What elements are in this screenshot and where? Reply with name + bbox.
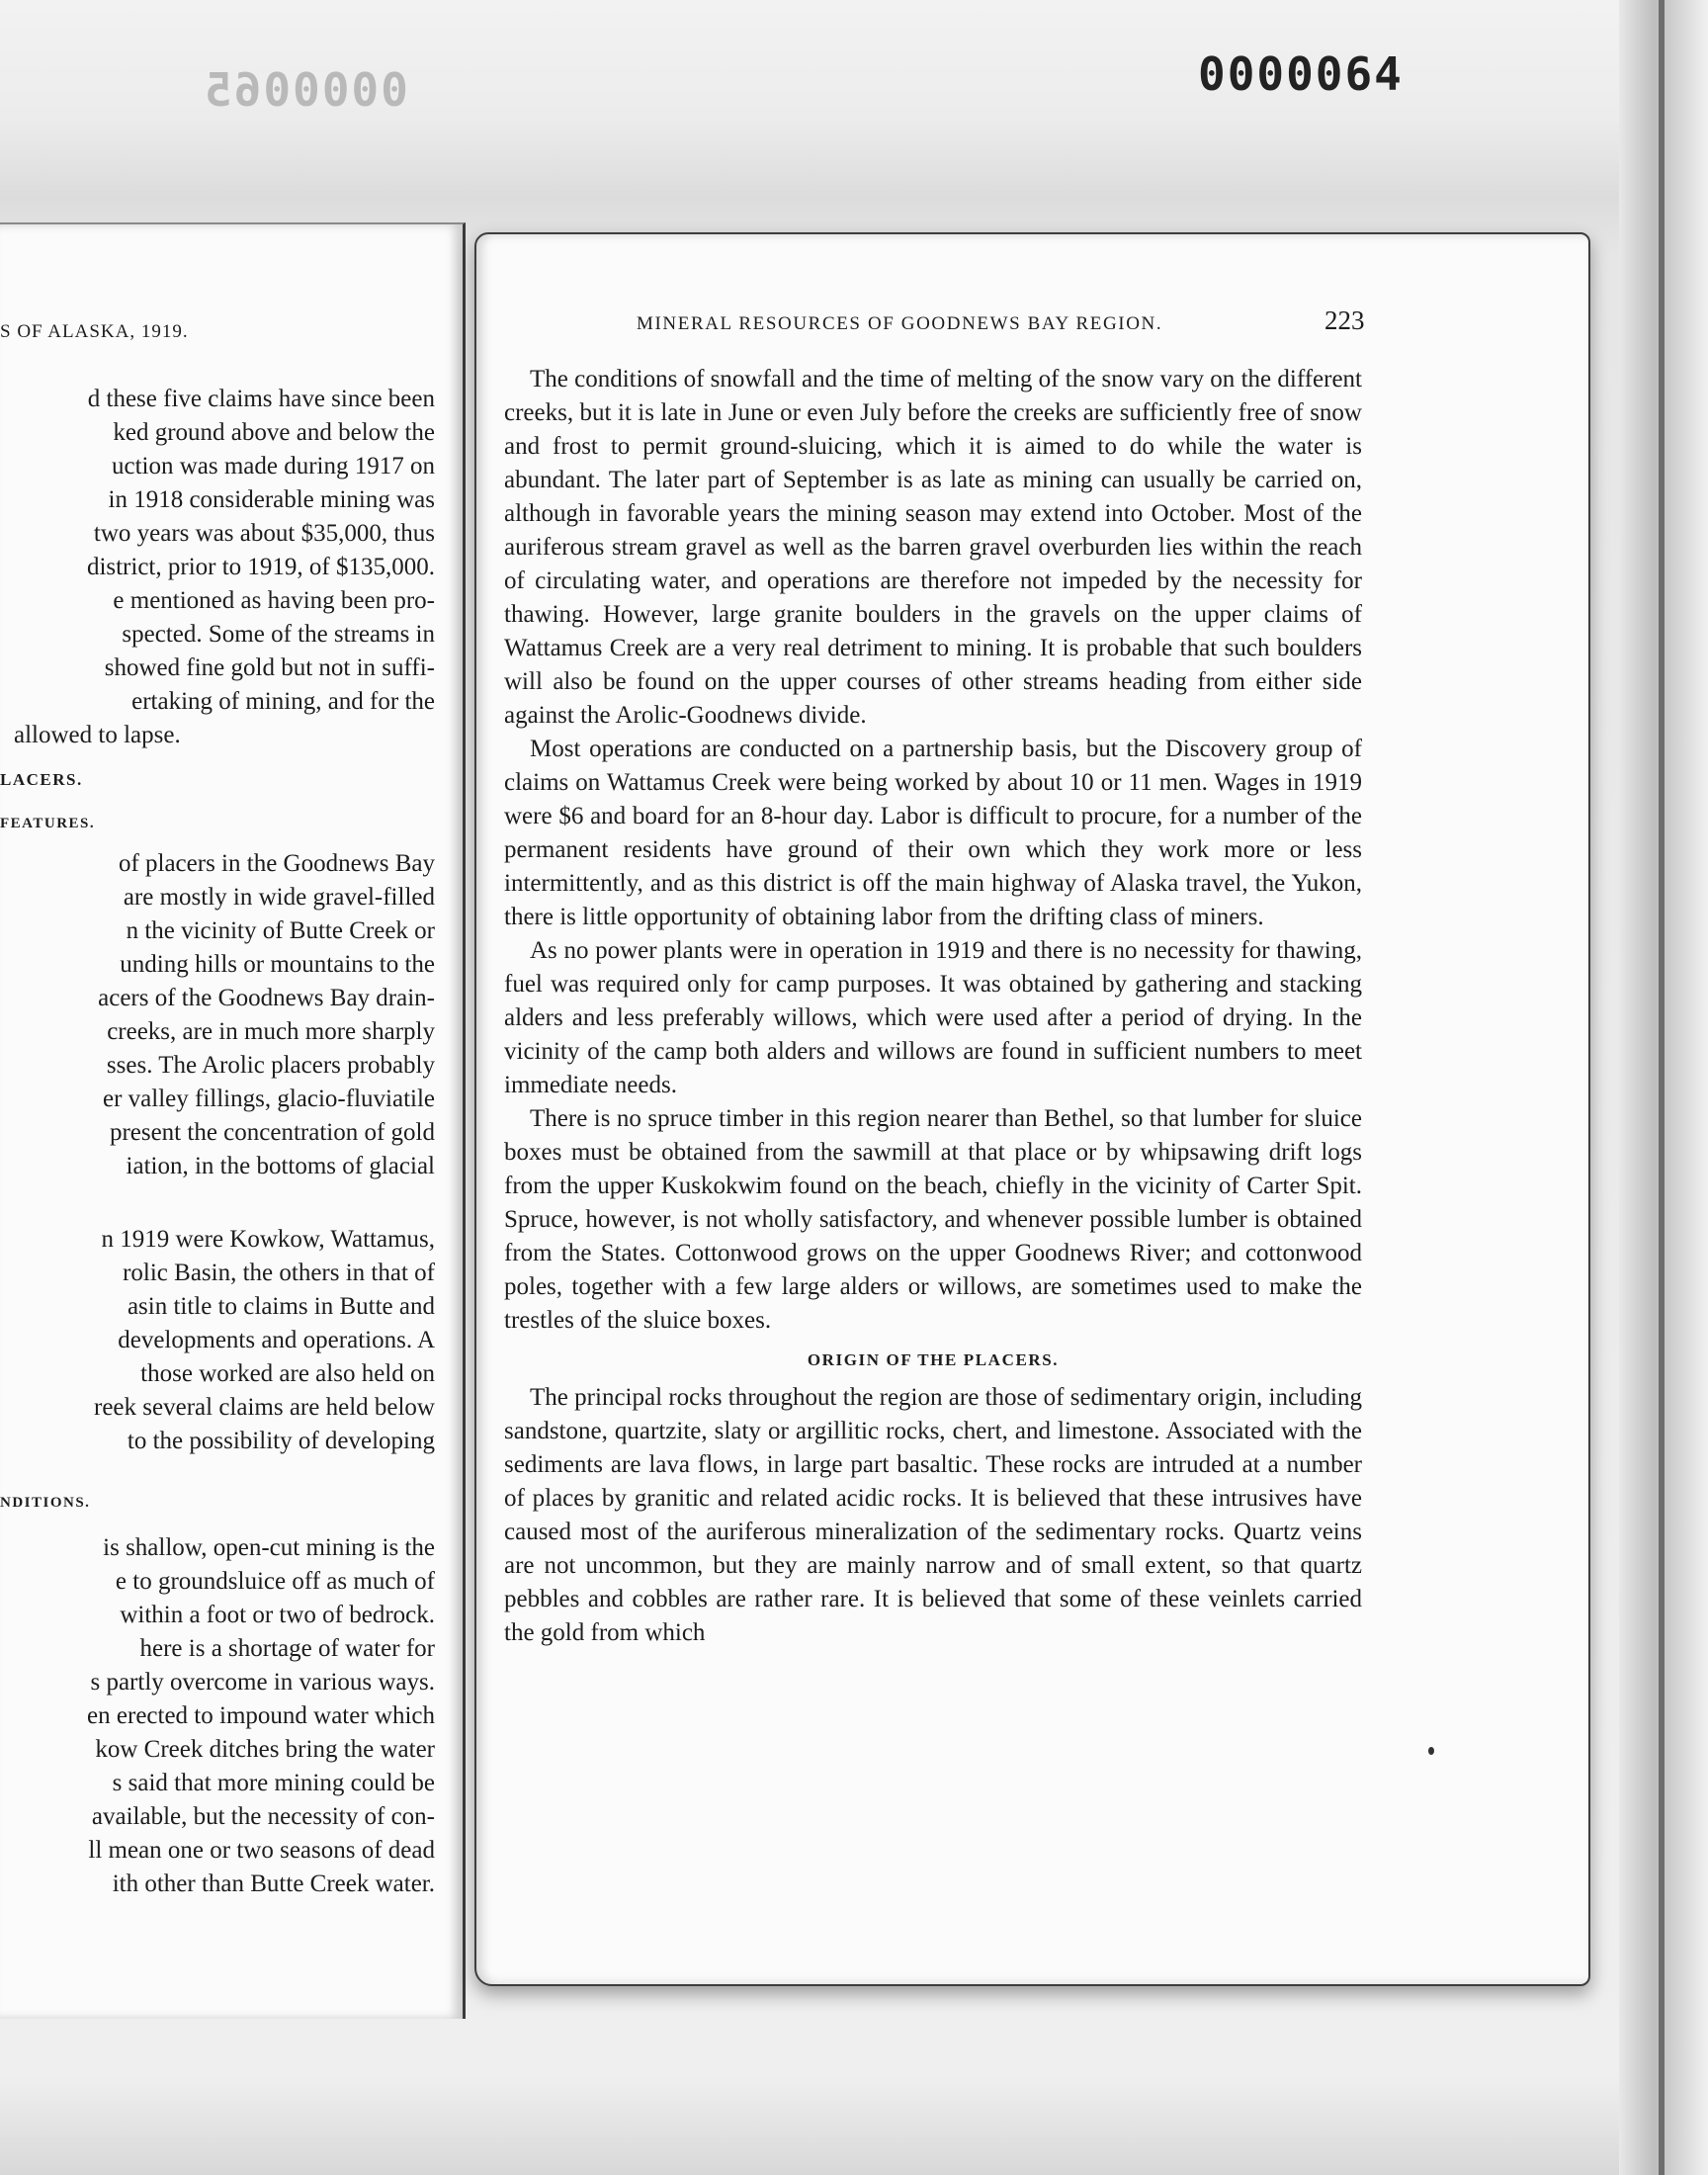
left-text-line: uction was made during 1917 on <box>111 453 435 479</box>
left-text-line: of placers in the Goodnews Bay <box>118 850 435 877</box>
left-text-line: n the vicinity of Butte Creek or <box>126 917 435 944</box>
left-text-line: sses. The Arolic placers probably <box>106 1052 435 1079</box>
body-text <box>504 363 1362 1650</box>
left-running-head-text: S OF ALASKA, 1919. <box>0 321 189 342</box>
running-head: MINERAL RESOURCES OF GOODNEWS BAY REGION. <box>637 313 1163 334</box>
left-text-line: n 1919 were Kowkow, Wattamus, <box>101 1226 435 1253</box>
left-text-line: in 1918 considerable mining was <box>108 486 435 513</box>
paragraph: The conditions of snowfall and the time of melting of the snow vary on the different creeks, but it is late in June or even July before the creeks are sufficiently free of snow and frost to permit ground-sluicing, which it is aimed to do while the water is abundant. The later part of September is as late as mining can usually be carried on, although in favorable years the mining season may extend into October. Most of the auriferous stream gravel as well as the barren gravel overburden lies within the reach of circulating water, and operations are therefore not impeded by the necessity for thawing. However, large granite boulders in the gravels on the upper claims of Wattamus Creek are a very real detriment to mining. It is probable that such boulders will also be found on the upper courses of other streams heading from either side against the Arolic-Goodnews divide. <box>504 366 1362 729</box>
left-text-line: e to groundsluice off as much of <box>115 1568 435 1595</box>
left-text-line: creeks, are in much more sharply <box>107 1018 435 1045</box>
left-subheading-placers: LACERS. <box>0 770 83 789</box>
left-subheading-conditions: NDITIONS. <box>0 1495 91 1511</box>
section-title: ORIGIN OF THE PLACERS. <box>807 1350 1060 1369</box>
left-text-line: ith other than Butte Creek water. <box>112 1870 435 1897</box>
left-text-line: is shallow, open-cut mining is the <box>103 1534 435 1561</box>
left-text-line: kow Creek ditches bring the water <box>95 1736 435 1763</box>
left-text-line: available, but the necessity of con- <box>91 1803 435 1830</box>
left-text-line: s said that more mining could be <box>112 1770 435 1796</box>
left-text-line: here is a shortage of water for <box>139 1635 435 1662</box>
left-text-line: s partly overcome in various ways. <box>90 1669 435 1696</box>
bleed-through-stamp: 0000065 <box>203 63 408 117</box>
right-page <box>474 232 1590 1986</box>
left-running-head <box>0 321 189 343</box>
scanner-edge-shadow <box>1619 0 1708 2175</box>
left-text-line: district, prior to 1919, of $135,000. <box>86 554 435 580</box>
left-text-line: within a foot or two of bedrock. <box>120 1602 435 1628</box>
left-text-line: d these five claims have since been <box>87 386 435 412</box>
left-text-line: acers of the Goodnews Bay drain- <box>98 985 435 1011</box>
left-text-line: ll mean one or two seasons of dead <box>88 1837 435 1864</box>
left-text-line: are mostly in wide gravel-filled <box>123 884 435 911</box>
paragraph: Most operations are conducted on a partnership basis, but the Discovery group of claims on Wattamus Creek were being worked by about 10 or 11 men. Wages in 1919 were $6 and board for an 8-hour day. Labor is difficult to procure, for a number of the permanent residents have ground of their own which they work more or less intermittently, and as this district is off the main highway of Alaska travel, the Yukon, there is little opportunity of obtaining labor from the drifting class of miners. <box>504 736 1362 930</box>
left-text-line: developments and operations. A <box>118 1327 435 1353</box>
left-text-line: showed fine gold but not in suffi- <box>104 654 435 681</box>
left-text-line: asin title to claims in Butte and <box>127 1293 435 1320</box>
paragraph: As no power plants were in operation in 1919 and there is no necessity for thawing, fuel was required only for camp purposes. It was obtained by gathering and stacking alders and less preferably willows, which were used after a period of drying. In the vicinity of the camp both alders and willows are found in sufficient numbers to meet immediate needs. <box>504 937 1362 1098</box>
left-text-line: spected. Some of the streams in <box>122 621 435 648</box>
left-text-line: rolic Basin, the others in that of <box>123 1260 435 1286</box>
left-page <box>0 222 466 2019</box>
left-text-line: those worked are also held on <box>140 1360 435 1387</box>
left-text-line: unding hills or mountains to the <box>120 951 435 978</box>
paragraph: There is no spruce timber in this region nearer than Bethel, so that lumber for sluice boxes must be obtained from the sawmill at that place or by whipsawing drift logs from the upper Kuskokwim found on the beach, chiefly in the vicinity of Carter Spit. Spruce, however, is not wholly satisfactory, and whenever possible lumber is obtained from the States. Cottonwood grows on the upper Goodnews River; and cottonwood poles, together with a few large alders or willows, are sometimes used to make the trestles of the sluice boxes. <box>504 1105 1362 1334</box>
paragraph: The principal rocks throughout the region are those of sedimentary origin, including sandstone, quartzite, slaty or argillitic rocks, chert, and limestone. Associated with the sediments are lava flows, in large part basaltic. These rocks are intruded at a number of places by granitic and related acidic rocks. It is believed that these intrusives have caused most of the auriferous mineralization of the sedimentary rocks. Quartz veins are not uncommon, but they are mainly narrow and of small extent, so that quartz pebbles and cobbles are rather rare. It is believed that some of these veinlets carried the gold from which <box>504 1384 1362 1646</box>
page-number: 223 <box>1324 305 1365 335</box>
left-text-line: allowed to lapse. <box>14 722 181 748</box>
left-text-line: er valley fillings, glacio-fluviatile <box>103 1086 435 1112</box>
left-text-line: reek several claims are held below <box>94 1394 435 1421</box>
ink-speck <box>1428 1747 1434 1755</box>
left-text-line: present the concentration of gold <box>109 1119 435 1146</box>
left-subheading-features: FEATURES. <box>0 816 96 831</box>
left-text-line: to the possibility of developing <box>127 1428 435 1454</box>
left-text-line: ked ground above and below the <box>113 419 435 446</box>
left-text-line: two years was about $35,000, thus <box>93 520 435 547</box>
document-number-stamp: 0000064 <box>1198 47 1404 101</box>
left-text-line: ertaking of mining, and for the <box>131 688 435 715</box>
left-text-line: en erected to impound water which <box>87 1702 435 1729</box>
left-text-line: e mentioned as having been pro- <box>113 587 435 614</box>
left-text-line: iation, in the bottoms of glacial <box>126 1153 435 1179</box>
